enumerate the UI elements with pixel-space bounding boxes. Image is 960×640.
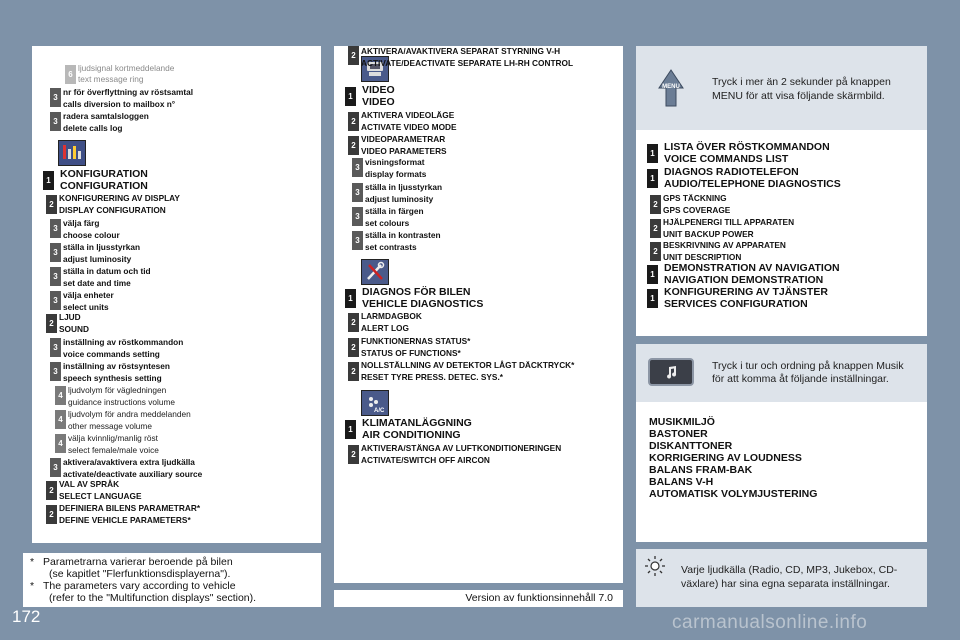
menu-entry-line: KONFIGURERING AV TJÄNSTER: [664, 286, 828, 298]
menu-entry: [63, 265, 151, 289]
menu-entry-line: VEHICLE DIAGNOSTICS: [362, 297, 484, 310]
footnote-line: The parameters vary according to vehicle: [43, 580, 236, 592]
menu-entry-line: DEFINIERA BILENS PARAMETRAR*: [59, 503, 201, 513]
menu-entry-line: set colours: [365, 218, 410, 228]
menu-entry: [663, 193, 730, 216]
menu-entry-line: SERVICES CONFIGURATION: [664, 297, 808, 310]
music-instruction-line: för att komma åt följande inställningar.: [712, 373, 889, 385]
level-2-marker: 2: [46, 314, 57, 333]
music-instruction-line: Tryck i tur och ordning på knappen Musik: [712, 360, 904, 372]
menu-entry: [365, 156, 426, 180]
menu-entry-line: nr för överflyttning av röstsamtal: [63, 87, 194, 97]
menu-entry-line: CONFIGURATION: [60, 179, 148, 192]
footnote-panel: [23, 553, 321, 607]
version-footer: [334, 590, 623, 607]
menu-entry-line: LJUD: [59, 312, 81, 322]
menu-entry-line: display formats: [365, 169, 427, 179]
menu-entry-line: adjust luminosity: [63, 254, 132, 264]
menu-entry-line: UNIT BACKUP POWER: [663, 228, 754, 239]
level-1-marker: 1: [43, 171, 54, 190]
level-2-marker: 2: [348, 112, 359, 131]
footnote-text: [43, 580, 256, 604]
footnote-line: (refer to the "Multifunction displays" section).: [49, 592, 257, 604]
menu-instruction-text: [712, 75, 891, 103]
panel-video-diagnostics-aircon: [334, 46, 623, 583]
menu-entry: [361, 134, 447, 157]
menu-entry-line: guidance instructions volume: [68, 397, 175, 407]
menu-entry-line: ACTIVATE/DEACTIVATE SEPARATE LH-RH CONTROL: [361, 57, 574, 68]
level-1-marker: 1: [647, 289, 658, 308]
menu-entry-line: VAL AV SPRÅK: [59, 479, 120, 489]
level-3-marker: 3: [50, 112, 61, 131]
menu-entry: [59, 479, 142, 502]
menu-entry-line: ställa in datum och tid: [63, 266, 151, 276]
menu-entry: [59, 503, 200, 526]
vehicle-diagnostics-icon: [361, 259, 389, 285]
menu-entry-line: BESKRIVNING AV APPARATEN: [663, 240, 786, 250]
level-1-marker: 1: [345, 87, 356, 106]
menu-button-label: MENU: [662, 84, 680, 90]
level-4-marker: 4: [55, 434, 66, 453]
level-2-marker: 2: [46, 505, 57, 524]
menu-entry-line: ACTIVATE VIDEO MODE: [361, 121, 457, 132]
menu-entry-line: välja enheter: [63, 290, 114, 300]
menu-entry: [63, 289, 114, 313]
level-2-marker: 2: [348, 136, 359, 155]
footnote-mark: *: [30, 556, 35, 568]
menu-entry-line: inställning av röstkommandon: [63, 337, 184, 347]
menu-entry: [365, 229, 441, 253]
page-number: 172: [12, 607, 41, 626]
menu-entry: [663, 217, 794, 240]
level-2-marker: 2: [348, 445, 359, 464]
music-setting-item: BALANS V-H: [649, 476, 714, 488]
menu-entry: [63, 86, 193, 110]
menu-entry-line: VIDEOPARAMETRAR: [361, 134, 446, 144]
menu-entry: [68, 432, 159, 456]
music-setting-item: KORRIGERING AV LOUDNESS: [649, 452, 802, 464]
level-1-marker: 1: [647, 169, 658, 188]
menu-entry: [59, 312, 89, 335]
menu-entry-line: adjust luminosity: [365, 194, 434, 204]
menu-entry-line: AKTIVERA VIDEOLÄGE: [361, 110, 455, 120]
menu-entry-line: UNIT DESCRIPTION: [663, 251, 742, 262]
music-setting-item: BASTONER: [649, 428, 708, 440]
menu-entry-line: VIDEO: [362, 95, 395, 108]
level-2-marker: 2: [348, 46, 359, 65]
menu-entry-line: aktivera/avaktivera extra ljudkälla: [63, 457, 195, 467]
menu-entry-line: välja kvinnlig/manlig röst: [68, 433, 158, 443]
menu-entry-line: inställning av röstsyntesen: [63, 361, 170, 371]
footnote-mark: *: [30, 580, 35, 592]
footnote-line: Parametrarna varierar beroende på bilen: [43, 556, 233, 568]
music-instruction-panel: [636, 344, 927, 402]
menu-entry-line: radera samtalsloggen: [63, 111, 149, 121]
menu-entry: [365, 181, 442, 205]
tip-panel: [636, 549, 927, 607]
level-3-marker: 3: [352, 231, 363, 250]
menu-entry: [63, 360, 170, 384]
menu-entry-line: AKTIVERA/STÄNGA AV LUFTKONDITIONERINGEN: [361, 443, 562, 453]
menu-entry: [63, 456, 202, 480]
menu-entry: [361, 311, 422, 334]
menu-entry-line: text message ring: [78, 74, 144, 84]
menu-entry-line: other message volume: [68, 421, 152, 431]
menu-entry-line: AUDIO/TELEPHONE DIAGNOSTICS: [664, 177, 841, 190]
menu-entry: [365, 205, 424, 229]
menu-entry-line: ljudvolym för vägledningen: [68, 385, 167, 395]
menu-entry-line: välja färg: [63, 218, 100, 228]
menu-entry: [664, 287, 828, 310]
menu-items-panel: [636, 130, 927, 336]
menu-entry-line: NAVIGATION DEMONSTRATION: [664, 273, 824, 286]
ac-label: A/C: [374, 408, 385, 414]
menu-entry: [664, 263, 840, 286]
menu-entry-line: LISTA ÖVER RÖSTKOMMANDON: [664, 141, 830, 153]
configuration-icon: [58, 140, 86, 166]
air-conditioning-icon: [361, 390, 389, 416]
menu-entry-line: choose colour: [63, 230, 120, 240]
menu-entry: [663, 240, 786, 263]
menu-entry-line: set date and time: [63, 278, 131, 288]
level-2-marker: 2: [348, 362, 359, 381]
level-3-marker: 3: [352, 207, 363, 226]
menu-entry-line: RESET TYRE PRESS. DETEC. SYS.*: [361, 371, 504, 382]
menu-entry: [361, 46, 573, 69]
level-2-marker: 2: [348, 313, 359, 332]
version-text: Version av funktionsinnehåll 7.0: [465, 592, 613, 604]
tip-text: [681, 563, 897, 591]
watermark: carmanualsonline.info: [672, 612, 868, 633]
menu-entry-line: KONFIGURATION: [60, 168, 148, 180]
level-2-marker: 2: [46, 195, 57, 214]
menu-entry: [361, 360, 574, 383]
menu-entry-line: speech synthesis setting: [63, 373, 162, 383]
menu-entry-line: voice commands setting: [63, 349, 160, 359]
menu-entry-line: visningsformat: [365, 157, 425, 167]
menu-entry-line: ljudsignal kortmeddelande: [78, 63, 175, 73]
menu-entry: [60, 169, 148, 192]
level-6-marker: 6: [65, 65, 76, 84]
menu-entry-line: SOUND: [59, 323, 89, 334]
menu-entry: [362, 418, 472, 441]
level-1-marker: 1: [647, 144, 658, 163]
menu-entry: [664, 167, 841, 190]
menu-entry-line: DIAGNOS FÖR BILEN: [362, 286, 471, 298]
menu-entry: [63, 110, 149, 134]
menu-entry: [664, 142, 830, 165]
menu-entry: [361, 110, 457, 133]
menu-entry: [63, 217, 120, 241]
menu-entry-line: ställa in färgen: [365, 206, 424, 216]
menu-entry-line: ställa in ljusstyrkan: [365, 182, 443, 192]
menu-entry-line: DISPLAY CONFIGURATION: [59, 204, 166, 215]
level-3-marker: 3: [352, 183, 363, 202]
menu-instruction-panel: [636, 46, 927, 130]
level-3-marker: 3: [50, 338, 61, 357]
menu-entry-line: NOLLSTÄLLNING AV DETEKTOR LÅGT DÄCKTRYCK*: [361, 360, 575, 370]
menu-entry-line: DEMONSTRATION AV NAVIGATION: [664, 262, 840, 274]
music-setting-item: MUSIKMILJÖ: [649, 416, 715, 428]
menu-entry-line: GPS TÄCKNING: [663, 193, 727, 203]
level-3-marker: 3: [50, 243, 61, 262]
music-setting-item: DISKANTTONER: [649, 440, 733, 452]
level-2-marker: 2: [650, 219, 661, 238]
level-1-marker: 1: [345, 289, 356, 308]
level-3-marker: 3: [50, 458, 61, 477]
level-4-marker: 4: [55, 386, 66, 405]
level-3-marker: 3: [50, 267, 61, 286]
menu-entry-line: LARMDAGBOK: [361, 311, 422, 321]
music-button-icon: [648, 358, 694, 386]
menu-entry-line: SELECT LANGUAGE: [59, 490, 142, 501]
menu-entry-line: calls diversion to mailbox n°: [63, 99, 176, 109]
music-instruction-text: [712, 360, 904, 386]
menu-entry: [68, 384, 175, 408]
menu-entry-line: DEFINE VEHICLE PARAMETERS*: [59, 514, 191, 525]
level-3-marker: 3: [352, 158, 363, 177]
menu-entry-line: VIDEO PARAMETERS: [361, 145, 447, 156]
level-2-marker: 2: [348, 338, 359, 357]
menu-entry: [362, 287, 483, 310]
menu-entry-line: GPS COVERAGE: [663, 204, 731, 215]
menu-entry-line: KLIMATANLÄGGNING: [362, 417, 472, 429]
menu-entry-line: KONFIGURERING AV DISPLAY: [59, 193, 180, 203]
menu-entry: [63, 336, 183, 360]
level-2-marker: 2: [650, 195, 661, 214]
menu-entry-line: AIR CONDITIONING: [362, 428, 461, 441]
menu-instruction-line: Tryck i mer än 2 sekunder på knappen: [712, 76, 891, 88]
menu-entry-line: AKTIVERA/AVAKTIVERA SEPARAT STYRNING V-H: [361, 46, 561, 56]
menu-entry: [63, 241, 140, 265]
music-settings-list: [649, 416, 817, 500]
level-2-marker: 2: [650, 242, 661, 261]
level-3-marker: 3: [50, 88, 61, 107]
menu-entry: [361, 443, 561, 466]
menu-entry-line: ALERT LOG: [361, 322, 409, 333]
music-setting-item: BALANS FRAM-BAK: [649, 464, 753, 476]
menu-entry: [59, 193, 180, 216]
menu-entry-line: set contrasts: [365, 242, 417, 252]
menu-entry-line: VOICE COMMANDS LIST: [664, 152, 789, 165]
footnote-text: [43, 556, 233, 580]
menu-entry-line: DIAGNOS RADIOTELEFON: [664, 166, 799, 178]
menu-entry-line: STATUS OF FUNCTIONS*: [361, 347, 461, 358]
level-2-marker: 2: [46, 481, 57, 500]
menu-entry-line: select female/male voice: [68, 445, 159, 455]
menu-entry-line: select units: [63, 302, 109, 312]
menu-entry-line: ACTIVATE/SWITCH OFF AIRCON: [361, 454, 490, 465]
level-3-marker: 3: [50, 219, 61, 238]
tip-sun-icon: [644, 555, 666, 577]
tip-line: Varje ljudkälla (Radio, CD, MP3, Jukebox, CD-: [681, 564, 898, 576]
menu-entry-line: ställa in ljusstyrkan: [63, 242, 141, 252]
level-4-marker: 4: [55, 410, 66, 429]
menu-entry-line: VIDEO: [362, 84, 395, 96]
menu-entry: [361, 336, 470, 359]
tip-line: växlare) har sina egna separata inställningar.: [681, 578, 890, 590]
footnote-line: (se kapitlet "Flerfunktionsdisplayerna").: [49, 568, 231, 580]
menu-entry-line: HJÄLPENERGI TILL APPARATEN: [663, 217, 795, 227]
level-1-marker: 1: [647, 265, 658, 284]
menu-entry-line: activate/deactivate auxiliary source: [63, 469, 203, 479]
menu-entry-line: delete calls log: [63, 123, 123, 133]
level-1-marker: 1: [345, 420, 356, 439]
level-3-marker: 3: [50, 362, 61, 381]
menu-entry-line: ljudvolym för andra meddelanden: [68, 409, 191, 419]
music-items-panel: [636, 402, 927, 542]
menu-button-icon: [656, 66, 686, 108]
menu-entry-line: ställa in kontrasten: [365, 230, 441, 240]
music-setting-item: AUTOMATISK VOLYMJUSTERING: [649, 488, 818, 500]
menu-entry: [68, 408, 191, 432]
panel-configuration: [32, 46, 321, 543]
level-3-marker: 3: [50, 291, 61, 310]
menu-entry: [78, 63, 174, 85]
menu-entry-line: FUNKTIONERNAS STATUS*: [361, 336, 471, 346]
menu-instruction-line: MENU för att visa följande skärmbild.: [712, 90, 885, 102]
menu-entry: [362, 85, 395, 108]
